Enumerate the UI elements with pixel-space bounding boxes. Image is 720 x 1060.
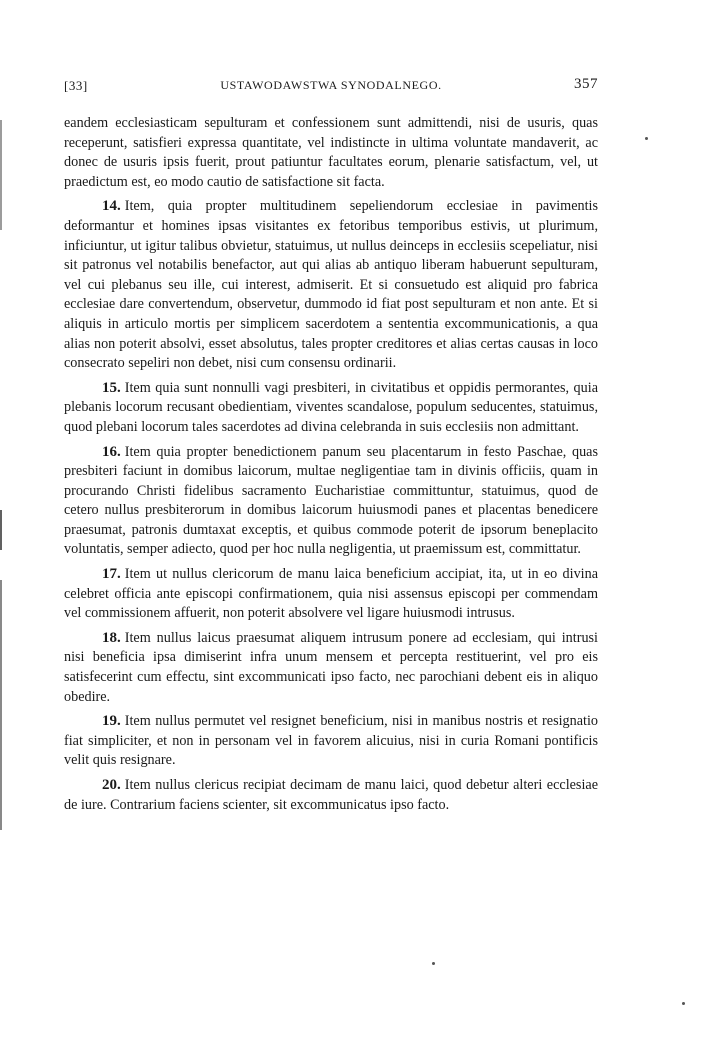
paragraph-17 [64, 565, 598, 624]
paragraph-14 [64, 197, 598, 373]
paragraph-number: 20. [102, 777, 121, 793]
scan-speck [645, 137, 648, 140]
paragraph-18 [64, 629, 598, 707]
paragraph-text: Item nullus permutet vel resignet beneficium, nisi in manibus nostris et resignatio fiat simpliciter, et non in personam vel in favorem alicuius, nisi in curia Romani pontificis velit quis resignare. [64, 713, 598, 769]
paragraph-number: 19. [102, 713, 121, 730]
paragraph-number: 16. [102, 443, 121, 460]
paragraph-text: Item quia propter benedictionem panum seu placentarum in festo Paschae, quas presbiteri faciunt in domibus laicorum, multae negligentiae tam in divinis officiis, quam in procurando Christi fidelibus sacramento Eucharistiae committuntur, statuimus, quod de cetero nullus presbiterorum in domibus laicorum huiusmodi panes et placentas benedicere praesumat, patronis dumtaxat exceptis, et quibus commode poterit de ipsorum beneplacito voluntatis, semper adiecto, quod per hoc nulla negligentia, ut praemissum est, committatur. [64, 443, 598, 558]
paragraph-text: Item nullus clericus recipiat decimam de manu laici, quod debetur alteri ecclesiae de iure. Contrarium faciens scienter, sit excommunicatus ipso facto. [64, 777, 598, 813]
scan-edge-mark [0, 580, 2, 830]
paragraph-20 [64, 776, 598, 815]
page-reference: [33] [64, 78, 88, 93]
running-header [64, 76, 598, 96]
paragraph-15 [64, 379, 598, 438]
paragraph-continuation [64, 114, 598, 192]
paragraph-number: 15. [102, 379, 121, 396]
scan-edge-mark [0, 120, 2, 230]
running-title: USTAWODAWSTWA SYNODALNEGO. [220, 78, 442, 92]
scan-speck [432, 962, 435, 965]
scan-edge-mark [0, 510, 2, 550]
paragraph-text: Item nullus laicus praesumat aliquem intrusum ponere ad ecclesiam, qui intrusi nisi beneficia ipsa dimiserint infra unum mensem et percepta restituerint, vel pro eis satisfecerint cum effectu, sint excommunicati ipso facto, nec parochiani debent eis in aliquo obedire. [64, 629, 598, 705]
page-number: 357 [574, 76, 598, 92]
paragraph-text: Item quia sunt nonnulli vagi presbiteri, in civitatibus et oppidis permorantes, quia plebanis locorum recusant obedientiam, viventes scandalose, populum seducentes, statuimus, quod plebani locorum tales sacerdotes ad divina celebranda in suis ecclesiis non admittant. [64, 379, 598, 435]
paragraph-number: 18. [102, 629, 121, 646]
paragraph-number: 14. [102, 198, 121, 215]
paragraph-number: 17. [102, 566, 121, 583]
paragraph-19 [64, 712, 598, 771]
paragraph-text: eandem ecclesiasticam sepulturam et confessionem sunt admittendi, nisi de usuris, quas receperunt, satisfieri expressa quantitate, vel indistincte in ultima voluntate mandaverit, ac donec de usuris ipsis fuerit, prout patiuntur facultates eorum, plenarie satisfactum, vel, ut praedictum est, eo modo cautio de satisfactione sit facta. [64, 115, 598, 190]
paragraph-text: Item ut nullus clericorum de manu laica beneficium accipiat, ita, ut in eo divina celebret officia ante episcopi confirmationem, quia nisi assensus episcopi per commendam vel commissionem affuerit, non poterit absolvere vel ligare huiusmodi intrusus. [64, 566, 598, 622]
scan-speck [682, 1002, 685, 1005]
paragraph-16 [64, 443, 598, 561]
paragraph-text: Item, quia propter multitudinem sepeliendorum ecclesiae in pavimentis deformantur et homines ipsas visitantes ex fetoribus temporibus estivis, ut plurimum, inficiuntur, ut igitur talibus obvietur, statuimus, ut nullus deinceps in ecclesiis scepeliatur, nisi sit patronus vel notabilis benefactor, aut qui alias ab antiquo liberam habuerunt sepulturam, vel cui plebanus seu ille, cui interest, admiserit. Et si consuetudo est aliquid pro fabrica ecclesiae dare convertendum, observetur, dummodo id fiat post sepulturam et non ante. Et si aliquis in articulo mortis per simplicem sacerdotem a sententia excommunicationis, a qua alias non poterit absolvi, esset absolutus, tales propter creditores et alias certas causas in loco consecrato sepeliri non debet, nisi cum consensu ordinarii. [64, 198, 598, 372]
body-text [64, 114, 598, 815]
